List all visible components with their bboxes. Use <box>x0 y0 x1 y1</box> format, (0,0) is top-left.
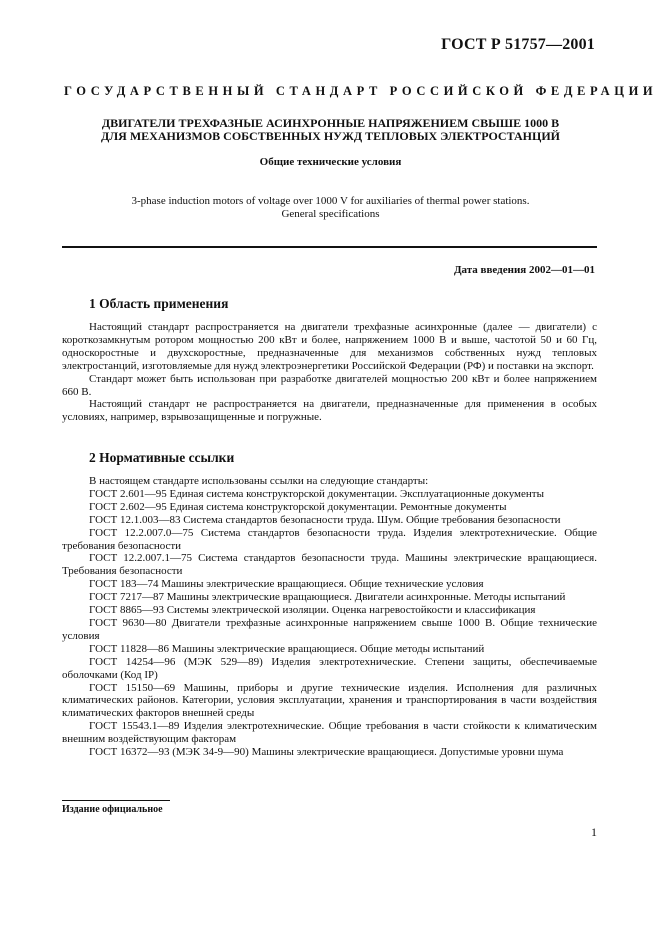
state-standard-banner: ГОСУДАРСТВЕННЫЙ СТАНДАРТ РОССИЙСКОЙ ФЕДЕРАЦИИ <box>64 84 658 98</box>
document-title <box>60 117 601 143</box>
reference-item: ГОСТ 12.2.007.0—75 Система стандартов безопасности труда. Изделия электротехнические. Общие требования безопасности <box>62 526 597 552</box>
english-title-line-2: General specifications <box>281 208 380 220</box>
reference-item: ГОСТ 2.601—95 Единая система конструкторской документации. Эксплуатационные документы <box>89 487 544 500</box>
section-1-paragraph-2: Стандарт может быть использован при разработке двигателей мощностью 200 кВт и более напряжением 660 В. <box>62 372 597 398</box>
footer-divider <box>62 800 170 801</box>
section-1-paragraph-3: Настоящий стандарт не распространяется на двигатели, предназначенные для применения в особых условиях, например, взрывозащищенные и погружные. <box>62 398 597 424</box>
reference-item: ГОСТ 15150—69 Машины, приборы и другие технические изделия. Исполнения для различных климатических районов. Категории, условия эксплуатации, хранения и транспортирования в части воздействия климатических факторов внешней среды <box>62 681 597 720</box>
reference-item: ГОСТ 14254—96 (МЭК 529—89) Изделия электротехнические. Степени защиты, обеспечиваемые оболочками (Код IP) <box>62 655 597 681</box>
section-2-body <box>62 475 597 759</box>
section-2-heading: 2 Нормативные ссылки <box>89 450 235 465</box>
reference-item: ГОСТ 15543.1—89 Изделия электротехнические. Общие требования в части стойкости к климатическим внешним воздействующим факторам <box>62 720 597 746</box>
section-1-heading: 1 Область применения <box>89 296 229 311</box>
reference-item: ГОСТ 7217—87 Машины электрические вращающиеся. Двигатели асинхронные. Методы испытаний <box>89 591 566 604</box>
edition-note: Издание официальное <box>62 804 163 815</box>
reference-item: ГОСТ 2.602—95 Единая система конструкторской документации. Ремонтные документы <box>89 500 507 513</box>
introduction-date: Дата введения 2002—01—01 <box>453 264 595 276</box>
section-1-paragraph-1: Настоящий стандарт распространяется на двигатели трехфазные асинхронные (далее — двигатели) с короткозамкнутым ротором мощностью 200 кВт и более, напряжением 1000 В и выше, частотой 50 и 60 Гц, односкоростные и двухскоростные, предназначенные для механизмов собственных нужд тепловых электростанций, изготовляемые для нужд электроэнергетики Российской Федерации (РФ) и поставки на экспорт. <box>62 321 597 372</box>
section-1-body <box>62 321 597 424</box>
reference-item: ГОСТ 16372—93 (МЭК 34-9—90) Машины электрические вращающиеся. Допустимые уровни шума <box>89 746 564 759</box>
reference-item: ГОСТ 8865—93 Системы электрической изоляции. Оценка нагревостойкости и классификация <box>89 604 536 617</box>
reference-item: ГОСТ 11828—86 Машины электрические вращающиеся. Общие методы испытаний <box>89 642 485 655</box>
title-divider <box>62 246 597 248</box>
reference-item: ГОСТ 12.1.003—83 Система стандартов безопасности труда. Шум. Общие требования безопасности <box>89 513 561 526</box>
title-line-2: ДЛЯ МЕХАНИЗМОВ СОБСТВЕННЫХ НУЖД ТЕПЛОВЫХ ЭЛЕКТРОСТАНЦИЙ <box>100 129 561 143</box>
english-title <box>60 195 601 221</box>
reference-item: ГОСТ 12.2.007.1—75 Система стандартов безопасности труда. Машины электрические вращающиеся. Требования безопасности <box>62 552 597 578</box>
english-title-line-1: 3-phase induction motors of voltage over 1000 V for auxiliaries of thermal power stations. <box>131 195 530 207</box>
title-line-1: ДВИГАТЕЛИ ТРЕХФАЗНЫЕ АСИНХРОННЫЕ НАПРЯЖЕНИЕМ СВЫШЕ 1000 В <box>101 116 560 130</box>
section-2-intro: В настоящем стандарте использованы ссылки на следующие стандарты: <box>89 475 429 487</box>
document-subtitle: Общие технические условия <box>259 156 402 168</box>
reference-item: ГОСТ 183—74 Машины электрические вращающиеся. Общие технические условия <box>89 578 484 591</box>
reference-item: ГОСТ 9630—80 Двигатели трехфазные асинхронные напряжением свыше 1000 В. Общие технические условия <box>62 616 597 642</box>
document-number: ГОСТ Р 51757—2001 <box>441 36 595 53</box>
page-number: 1 <box>591 825 597 839</box>
